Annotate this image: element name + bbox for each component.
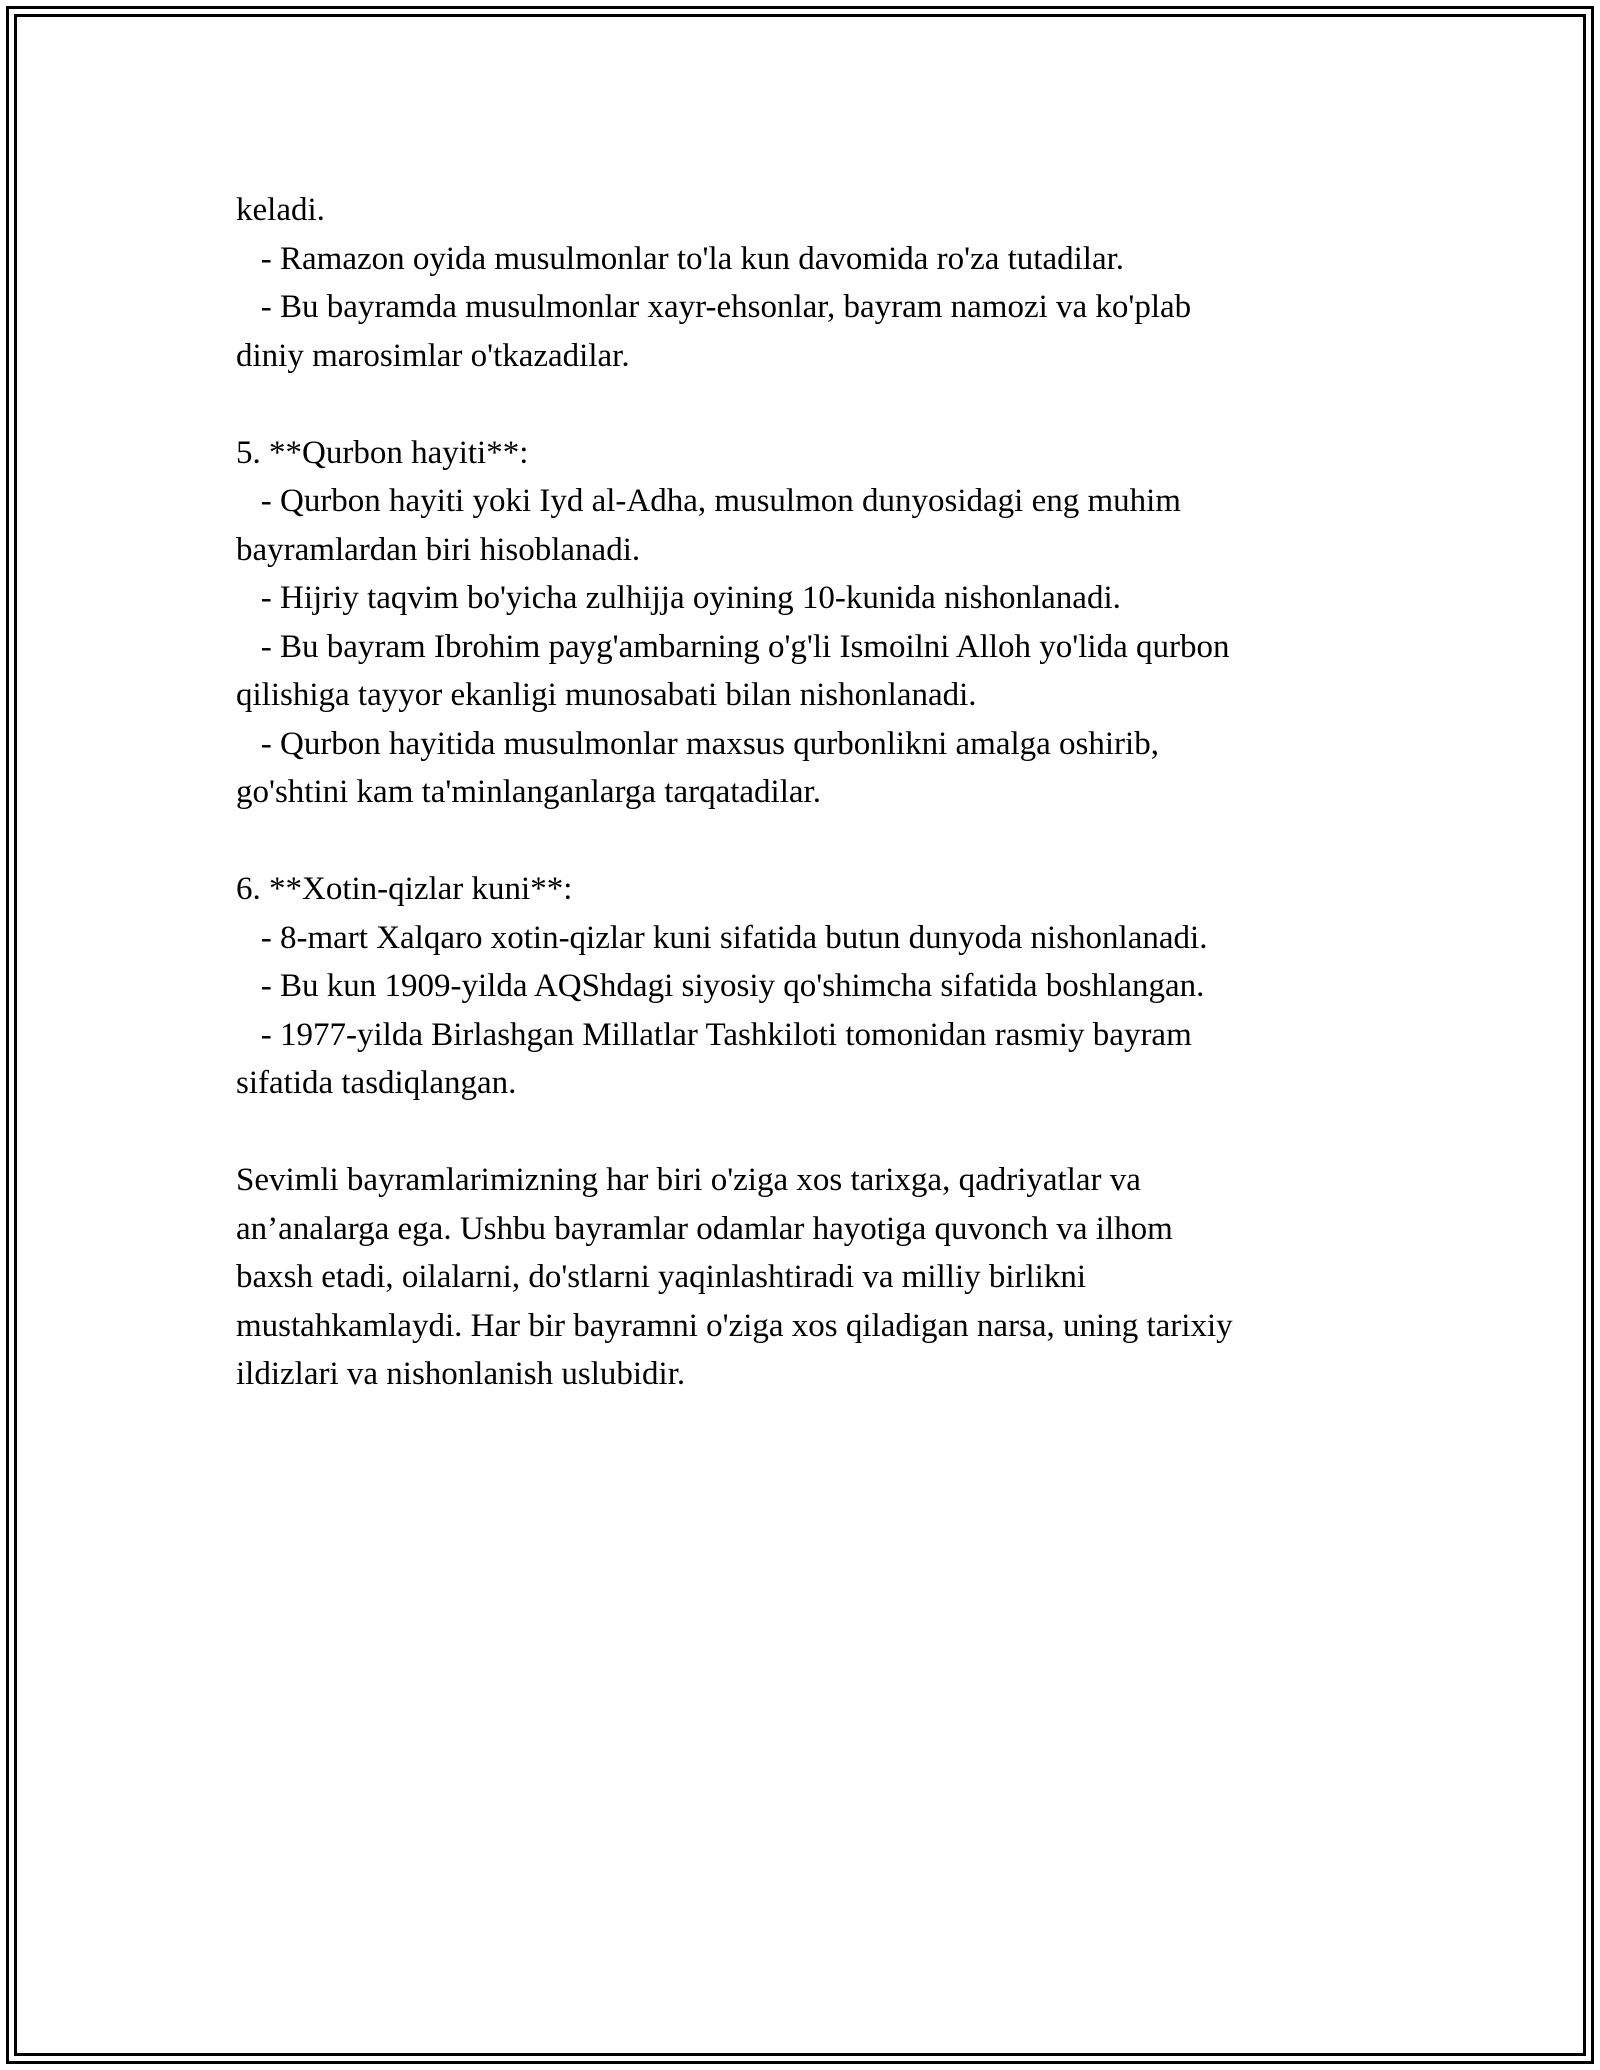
list-item-line: - Ramazon oyida musulmonlar to'la kun davomida ro'za tutadilar. [236,240,1125,277]
list-item-line: - 1977-yilda Birlashgan Millatlar Tashkiloti tomonidan rasmiy bayram [236,1016,1192,1053]
section-heading: 6. **Xotin-qizlar kuni**: [236,871,573,907]
list-item-line: - Bu kun 1909-yilda AQShdagi siyosiy qo'shimcha sifatida boshlangan. [236,968,1205,1004]
paragraph-line: ildizlari va nishonlanish uslubidir. [236,1356,686,1392]
paragraph-line: baxsh etadi, oilalarni, do'stlarni yaqinlashtiradi va milliy birlikni [236,1259,1087,1295]
blank-line [236,380,1366,429]
list-item-line: - Hijriy taqvim bo'yicha zulhijja oyining 10-kunida nishonlanadi. [236,580,1121,616]
blank-line [236,817,1366,866]
text-line: bayramlardan biri hisoblanadi. [236,531,641,568]
text-line: diniy marosimlar o'tkazadilar. [236,337,630,374]
paragraph-line: an’analarga ega. Ushbu bayramlar odamlar hayotiga quvonch va ilhom [236,1210,1173,1247]
blank-line [236,1108,1366,1157]
section-heading: 5. **Qurbon hayiti**: [236,434,529,471]
document-body [236,186,1366,1399]
text-line: qilishiga tayyor ekanligi munosabati bilan nishonlanadi. [236,677,977,713]
list-item-line: - Bu bayram Ibrohim payg'ambarning o'g'li Ismoilni Alloh yo'lida qurbon [236,628,1230,665]
list-item-line: - Bu bayramda musulmonlar xayr-ehsonlar, bayram namozi va ko'plab [236,289,1192,325]
text-line: sifatida tasdiqlangan. [236,1065,517,1101]
paragraph-line: mustahkamlaydi. Har bir bayramni o'ziga xos qiladigan narsa, uning tarixiy [236,1307,1233,1344]
list-item-line: - Qurbon hayiti yoki Iyd al-Adha, musulmon dunyosidagi eng muhim [236,483,1181,519]
list-item-line: - 8-mart Xalqaro xotin-qizlar kuni sifatida butun dunyoda nishonlanadi. [236,919,1208,956]
list-item-line: - Qurbon hayitida musulmonlar maxsus qurbonlikni amalga oshirib, [236,725,1159,762]
text-line: go'shtini kam ta'minlanganlarga tarqatadilar. [236,774,821,810]
paragraph-line: Sevimli bayramlarimizning har biri o'ziga xos tarixga, qadriyatlar va [236,1162,1141,1198]
text-line: keladi. [236,192,325,228]
